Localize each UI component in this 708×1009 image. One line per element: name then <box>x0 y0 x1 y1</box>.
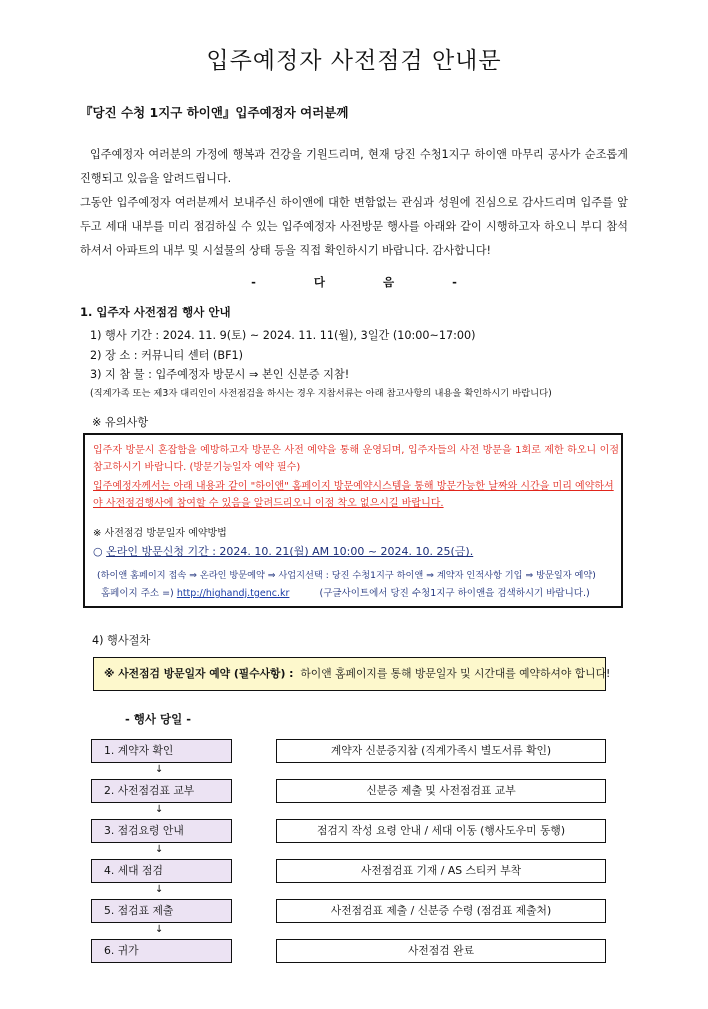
notice-bold: ※ 사전점검 방문일자 예약 (필수사항) : <box>104 667 294 680</box>
homepage-address-label: 홈페이지 주소 =) <box>101 588 174 599</box>
section-4-heading: 4) 행사절차 <box>92 634 151 647</box>
homepage-address-line <box>101 585 590 599</box>
step-label: 6. 귀가 <box>91 939 232 963</box>
caution-reservation-note: 입주자 방문시 혼잡함을 예방하고자 방문은 사전 예약을 통해 운영되며, 입주자들의 사전 방문을 1회로 제한 하오니 이점 참고하시기 바랍니다. (방문기능일자 예약 필수) <box>93 445 619 473</box>
greeting: 『당진 수청 1지구 하이앤』입주예정자 여러분께 <box>80 105 349 120</box>
caution-homepage-note <box>93 478 619 512</box>
proxy-note: (직계가족 또는 제3자 대리인이 사전점검을 하시는 경우 지참서류는 아래 참고사항의 내용을 확인하시기 바랍니다) <box>90 388 552 399</box>
down-arrow-icon: ↓ <box>155 844 164 855</box>
reservation-method-heading: ※ 사전점검 방문일자 예약방법 <box>93 528 227 539</box>
step-label: 4. 세대 점검 <box>91 859 232 883</box>
step-label: 1. 계약자 확인 <box>91 739 232 763</box>
event-info-list <box>90 326 475 385</box>
reservation-required-notice <box>93 657 611 691</box>
reservation-path: (하이앤 홈페이지 접속 ⇒ 온라인 방문예약 ⇒ 사업지선택 : 당진 수청1지구 하이앤 ⇒ 계약자 인적사항 기입 ⇒ 방문일자 예약) <box>97 570 596 581</box>
step-description: 점검지 작성 요령 안내 / 세대 이동 (행사도우미 동행) <box>276 819 606 843</box>
down-arrow-icon: ↓ <box>155 884 164 895</box>
intro-paragraph-1: 입주예정자 여러분의 가정에 행복과 건강을 기원드리며, 현재 당진 수청1지구 하이앤 마무리 공사가 순조롭게 진행되고 있음을 알려드립니다. <box>80 148 628 185</box>
event-location: 2) 장 소 : 커뮤니티 센터 (BF1) <box>90 348 244 362</box>
step-description: 신분증 제출 및 사전점검표 교부 <box>276 779 606 803</box>
da-eum-divider: - 다 음 - <box>251 275 457 289</box>
google-search-note: (구글사이트에서 당진 수청1지구 하이앤을 검색하시기 바랍니다.) <box>319 588 590 599</box>
step-description: 사전점검 완료 <box>276 939 606 963</box>
step-description: 사전점검표 제출 / 신분증 수령 (점검표 제출처) <box>276 899 606 923</box>
intro-paragraph-2: 그동안 입주예정자 여러분께서 보내주신 하이앤에 대한 변함없는 관심과 성원에 진심으로 감사드리며 입주를 앞두고 세대 내부를 미리 점검하실 수 있는 입주예정자 사전방문 행사를 아래와 같이 시행하고자 하오니 부디 참석하셔서 아파트의 내부 및 시설물의 상태 등을 직접 확인하시기 바랍니다. 감사합니다! <box>80 196 628 257</box>
step-label: 2. 사전점검표 교부 <box>91 779 232 803</box>
caution-homepage-text: 입주예정자께서는 아래 내용과 같이 "하이앤" 홈페이지 방문예약시스템을 통해 방문가능한 날짜와 시간을 미리 예약하셔야 사전점검행사에 참여할 수 있음을 알려드리오니 이점 착오 없으시길 바랍니다. <box>93 481 614 509</box>
caution-heading: ※ 유의사항 <box>92 416 149 429</box>
step-label: 5. 점검표 제출 <box>91 899 232 923</box>
online-reservation-period <box>93 543 473 559</box>
down-arrow-icon: ↓ <box>155 764 164 775</box>
step-description: 사전점검표 기재 / AS 스티커 부착 <box>276 859 606 883</box>
down-arrow-icon: ↓ <box>155 924 164 935</box>
section-1-heading: 1. 입주자 사전점검 행사 안내 <box>80 305 231 319</box>
online-period-text: 온라인 방문신청 기간 : 2024. 10. 21(월) AM 10:00 ~ 2024. 10. 25(금). <box>106 545 474 558</box>
down-arrow-icon: ↓ <box>155 804 164 815</box>
circle-bullet: ○ <box>93 545 107 558</box>
homepage-link[interactable]: http://highandj.tgenc.kr <box>176 588 290 599</box>
event-day-heading: - 행사 당일 - <box>125 712 191 726</box>
notice-text: 하이앤 홈페이지를 통해 방문일자 및 시간대를 예약하셔야 합니다! <box>300 667 611 680</box>
step-label: 3. 점검요령 안내 <box>91 819 232 843</box>
intro-text <box>80 143 628 263</box>
event-period: 1) 행사 기간 : 2024. 11. 9(토) ~ 2024. 11. 11(월), 3일간 (10:00~17:00) <box>90 329 476 342</box>
page-title: 입주예정자 사전점검 안내문 <box>206 48 502 74</box>
event-items-to-bring: 3) 지 참 물 : 입주예정자 방문시 ⇒ 본인 신분증 지참! <box>90 368 350 381</box>
step-description: 계약자 신분증지참 (직계가족시 별도서류 확인) <box>276 739 606 763</box>
